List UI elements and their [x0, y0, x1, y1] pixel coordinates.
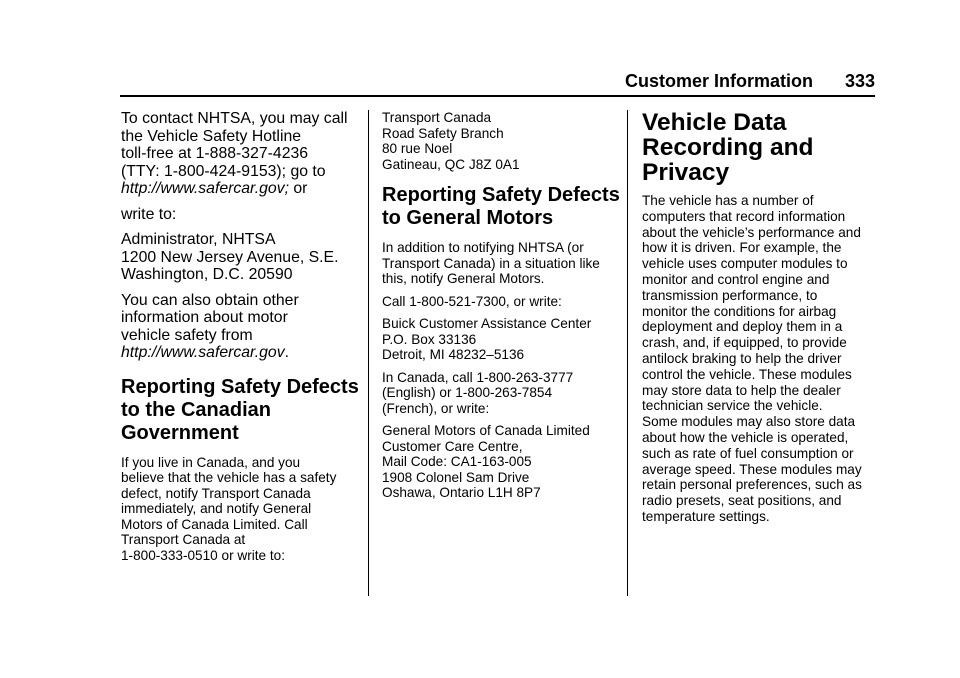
text-line: monitor the conditions for airbag: [642, 303, 837, 319]
text-line: monitor and control engine and: [642, 271, 830, 287]
text-line: this, notify General Motors.: [382, 271, 545, 286]
text-line: (English) or 1-800-263-7854: [382, 385, 553, 400]
text-line: temperature settings.: [642, 508, 770, 524]
address-line: Administrator, NHTSA: [121, 231, 276, 248]
text-line: believe that the vehicle has a safety: [121, 470, 337, 485]
text-line: Motors of Canada Limited. Call: [121, 516, 308, 532]
address-line: Road Safety Branch: [382, 125, 504, 141]
text-line: about how the vehicle is operated,: [642, 429, 849, 445]
heading-canadian-government: [121, 376, 361, 445]
text-line: write to:: [121, 205, 177, 223]
heading-general-motors: [382, 184, 622, 230]
address-line: Detroit, MI 48232–5136: [382, 347, 525, 362]
address-line: Gatineau, QC J8Z 0A1: [382, 156, 520, 172]
column-2: [382, 110, 622, 508]
buick-address: [382, 316, 622, 363]
text-line: retain personal preferences, such as: [642, 477, 862, 493]
text-line: 1-800-333-0510 or write to:: [121, 547, 285, 563]
heading-line: Government: [121, 421, 239, 444]
address-line: Transport Canada: [382, 110, 492, 125]
text-line: computers that record information: [642, 208, 846, 224]
column-divider: [627, 110, 628, 596]
heading-line: to General Motors: [382, 207, 554, 229]
gm-canada-address: [382, 423, 622, 501]
text-line: Transport Canada) in a situation like: [382, 255, 600, 271]
text-line: immediately, and notify General: [121, 501, 312, 516]
address-line: 80 rue Noel: [382, 141, 453, 156]
text-line: transmission performance, to: [642, 287, 818, 303]
vehicle-data-paragraph: [642, 193, 880, 525]
text-line: vehicle uses computer modules to: [642, 256, 848, 272]
text-line: If you live in Canada, and you: [121, 454, 301, 470]
text-line: information about motor: [121, 309, 288, 326]
address-line: 1908 Colonel Sam Drive: [382, 469, 530, 485]
heading-line: Recording and: [642, 134, 814, 161]
address-line: Customer Care Centre,: [382, 438, 523, 454]
heading-line: Vehicle Data: [642, 109, 787, 136]
nhtsa-contact-paragraph: [121, 110, 361, 198]
transport-canada-address: [382, 110, 622, 172]
heading-line: to the Canadian: [121, 398, 272, 421]
column-1: [121, 110, 361, 570]
text-line: Some modules may also store data: [642, 414, 856, 430]
safercar-link[interactable]: http://www.safercar.gov: [121, 344, 285, 361]
nhtsa-address: [121, 231, 361, 284]
text-line: In Canada, call 1-800-263-3777: [382, 369, 574, 385]
address-line: Buick Customer Assistance Center: [382, 316, 592, 331]
text-line: the Vehicle Safety Hotline: [121, 127, 302, 145]
text-line: may store data to help the dealer: [642, 382, 841, 398]
text-fragment: or: [288, 180, 308, 197]
text-line: You can also obtain other: [121, 291, 299, 309]
column-divider: [368, 110, 369, 596]
heading-line: Reporting Safety Defects: [382, 184, 620, 206]
heading-vehicle-data: [642, 110, 880, 185]
address-line: Oshawa, Ontario L1H 8P7: [382, 485, 541, 500]
gm-phone-paragraph: Call 1-800-521-7300, or write:: [382, 293, 562, 309]
text-line: Transport Canada at: [121, 532, 246, 547]
text-line: (TTY: 1-800-424-9153); go to: [121, 162, 326, 180]
text-line: defect, notify Transport Canada: [121, 485, 311, 501]
text-line: about the vehicle’s performance and: [642, 224, 861, 240]
heading-line: Reporting Safety Defects: [121, 375, 359, 398]
safercar-link[interactable]: http://www.safercar.gov;: [121, 180, 289, 197]
text-fragment: .: [284, 344, 289, 361]
address-line: P.O. Box 33136: [382, 331, 477, 347]
section-title: Customer Information: [624, 71, 813, 91]
address-line: General Motors of Canada Limited: [382, 423, 590, 438]
text-line: To contact NHTSA, you may call: [121, 110, 348, 127]
address-line: Mail Code: CA1-163-005: [382, 454, 532, 469]
text-line: radio presets, seat positions, and: [642, 493, 842, 509]
address-line: Washington, D.C. 20590: [121, 266, 293, 283]
text-line: (French), or write:: [382, 400, 490, 416]
gm-notify-paragraph: [382, 240, 622, 287]
text-line: such as rate of fuel consumption or: [642, 445, 854, 461]
text-line: toll-free at 1-888-327-4236: [121, 145, 309, 162]
text-line: crash, and, if equipped, to provide: [642, 335, 847, 351]
safety-info-paragraph: [121, 292, 361, 362]
text-line: control the vehicle. These modules: [642, 366, 852, 382]
page-header: [120, 69, 875, 97]
canada-paragraph: [121, 455, 361, 564]
text-line: In addition to notifying NHTSA (or: [382, 240, 584, 255]
text-line: how it is driven. For example, the: [642, 240, 842, 256]
heading-line: Privacy: [642, 159, 730, 186]
column-3: [642, 110, 880, 532]
text-line: The vehicle has a number of: [642, 193, 814, 208]
canada-phone-paragraph: [382, 370, 622, 417]
text-line: vehicle safety from: [121, 326, 253, 344]
text-line: average speed. These modules may: [642, 461, 862, 477]
page-number: 333: [844, 71, 875, 91]
text-line: technician service the vehicle.: [642, 398, 823, 414]
text-line: antilock braking to help the driver: [642, 350, 842, 366]
address-line: 1200 New Jersey Avenue, S.E.: [121, 248, 339, 266]
text-line: deployment and deploy them in a: [642, 319, 843, 335]
